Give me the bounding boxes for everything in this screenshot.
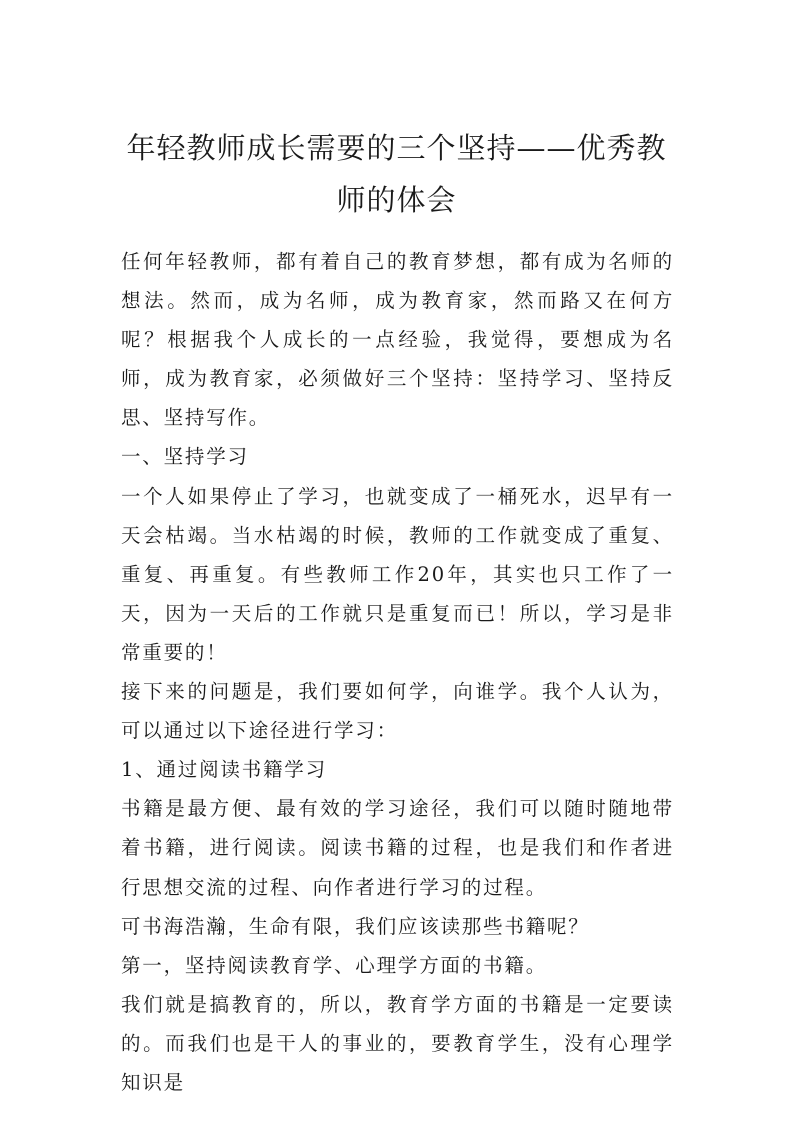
document-body [121, 242, 674, 1102]
section-heading-1: 一、坚持学习 [121, 445, 249, 469]
title-line-1: 年轻教师成长需要的三个坚持——优秀教 [126, 131, 667, 165]
subsection-heading-1: 1、通过阅读书籍学习 [121, 758, 327, 782]
paragraph-question: 可书海浩瀚，生命有限，我们应该读那些书籍呢？ [121, 914, 590, 938]
paragraph-how-to-learn: 接下来的问题是，我们要如何学，向谁学。我个人认为，可以通过以下途径进行学习： [121, 680, 674, 743]
paragraph-intro: 任何年轻教师，都有着自己的教育梦想，都有成为名师的想法。然而，成为名师，成为教育家，然而路又在何方呢？根据我个人成长的一点经验，我觉得，要想成为名师，成为教育家，必须做好三个坚持：坚持学习、坚持反思、坚持写作。 [121, 250, 674, 430]
paragraph-first: 第一，坚持阅读教育学、心理学方面的书籍。 [121, 953, 548, 977]
document-title [100, 122, 693, 226]
paragraph-learning: 一个人如果停止了学习，也就变成了一桶死水，迟早有一天会枯竭。当水枯竭的时候，教师的工作就变成了重复、重复、再重复。有些教师工作20年，其实也只工作了一天，因为一天后的工作就只是重复而已！所以，学习是非常重要的！ [121, 484, 674, 664]
paragraph-books: 书籍是最方便、最有效的学习途径，我们可以随时随地带着书籍，进行阅读。阅读书籍的过程，也是我们和作者进行思想交流的过程、向作者进行学习的过程。 [121, 797, 674, 899]
paragraph-education: 我们就是搞教育的，所以，教育学方面的书籍是一定要读的。而我们也是干人的事业的，要教育学生，没有心理学知识是 [121, 992, 674, 1094]
title-line-2: 师的体会 [336, 183, 457, 217]
